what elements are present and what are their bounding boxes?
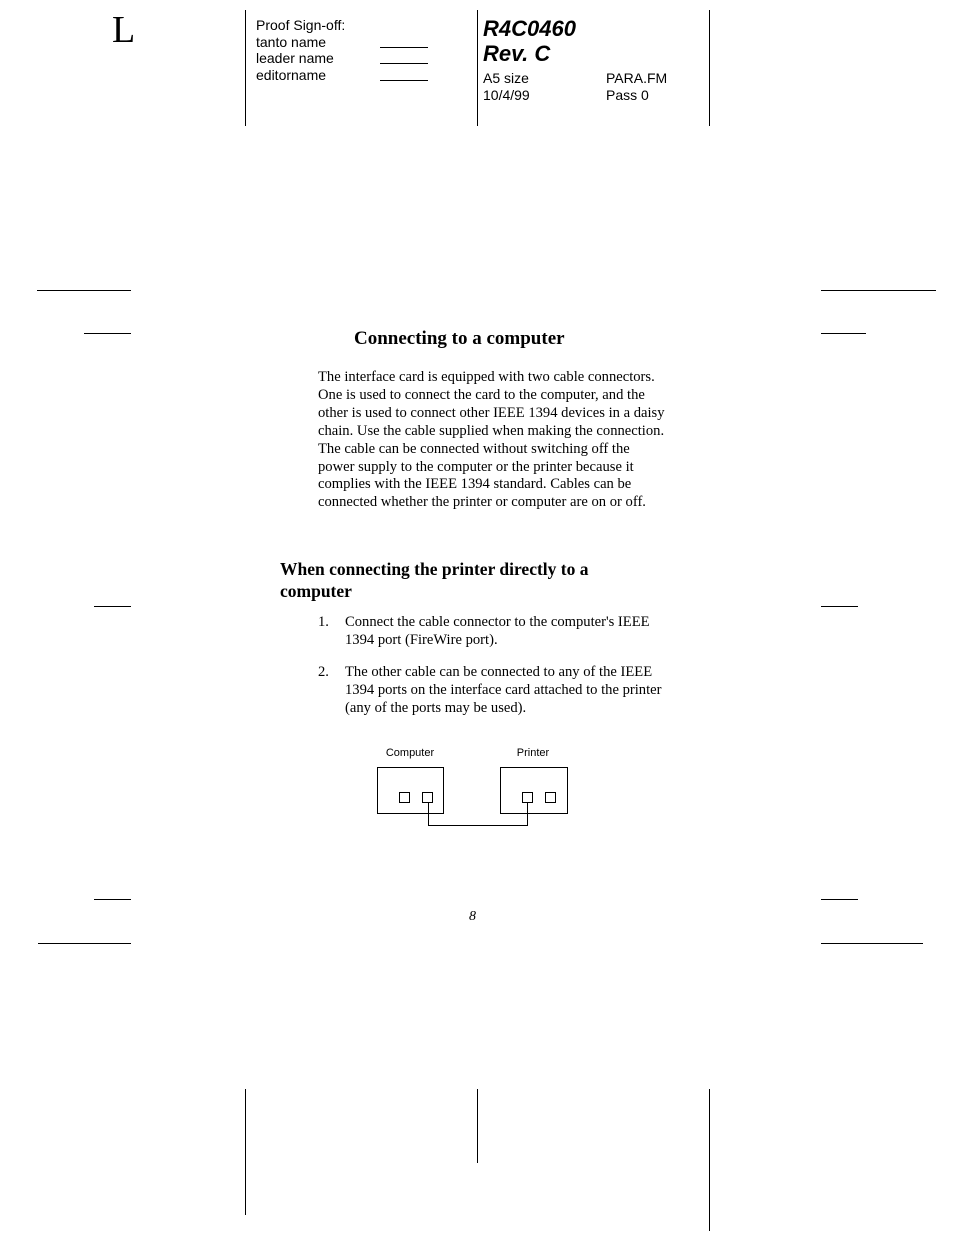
signoff-blank-leader (380, 63, 428, 64)
header-divider-left (245, 10, 246, 126)
page-number: 8 (469, 909, 476, 924)
crop-mark (94, 899, 131, 900)
step-number: 2. (318, 664, 329, 680)
intro-paragraph: The interface card is equipped with two cable connectors. One is used to connect the card to the computer, and the other is used to connect other IEEE 1394 devices in a daisy chain. Use the cable supplied when making the connection. The cable can be connected without switching off the power supply to the computer or the printer because it complies with the IEEE 1394 standard. Cables can be connected whether the printer or computer are on or off. (318, 369, 665, 511)
document-code (483, 16, 576, 66)
meta-date: 10/4/99 (483, 87, 530, 103)
meta-size: A5 size (483, 70, 529, 86)
crop-mark (821, 943, 923, 944)
signoff-blank-tanto (380, 47, 428, 48)
step-text: The other cable can be connected to any of the IEEE 1394 ports on the interface card attached to the printer (any of the ports may be used). (345, 664, 662, 716)
printer-box (501, 768, 568, 814)
signoff-blank-editor (380, 80, 428, 81)
crop-mark (38, 943, 131, 944)
connection-diagram (370, 742, 580, 832)
step-text: Connect the cable connector to the computer's IEEE 1394 port (FireWire port). (345, 614, 650, 648)
header-divider-right (709, 10, 710, 126)
crop-mark (94, 606, 131, 607)
meta-file: PARA.FM (606, 70, 668, 86)
step-item (318, 664, 668, 718)
meta-left-column (483, 70, 530, 104)
footer-divider-right (709, 1089, 710, 1231)
computer-port-1 (400, 793, 410, 803)
crop-mark (84, 333, 131, 334)
proof-signoff-block (256, 17, 345, 83)
printer-label: Printer (516, 747, 550, 759)
crop-mark (821, 333, 866, 334)
crop-mark (821, 606, 858, 607)
crop-mark (821, 290, 936, 291)
corner-registration-mark: L (112, 9, 136, 51)
document-revision: Rev. C (483, 41, 551, 66)
computer-box (378, 768, 444, 814)
signoff-line-tanto: tanto name (256, 33, 327, 50)
computer-label: Computer (385, 747, 435, 759)
crop-mark (37, 290, 131, 291)
connection-diagram-svg (370, 742, 580, 832)
step-item (318, 614, 668, 650)
footer-divider-center (477, 1089, 478, 1163)
signoff-line-leader: leader name (256, 50, 334, 66)
printer-port-2 (546, 793, 556, 803)
meta-right-column (606, 70, 667, 104)
footer-divider-left (245, 1089, 246, 1215)
crop-mark (821, 899, 858, 900)
subsection-title: When connecting the printer directly to a computer (280, 559, 589, 601)
signoff-line-editor: editorname (256, 66, 327, 83)
header-divider-center (477, 10, 478, 126)
computer-port-2 (423, 793, 433, 803)
meta-pass: Pass 0 (606, 87, 649, 103)
step-number: 1. (318, 614, 329, 630)
document-code-number: R4C0460 (483, 16, 576, 41)
signoff-title: Proof Sign-off: (256, 17, 346, 33)
printer-port-1 (523, 793, 533, 803)
section-title: Connecting to a computer (354, 328, 565, 349)
